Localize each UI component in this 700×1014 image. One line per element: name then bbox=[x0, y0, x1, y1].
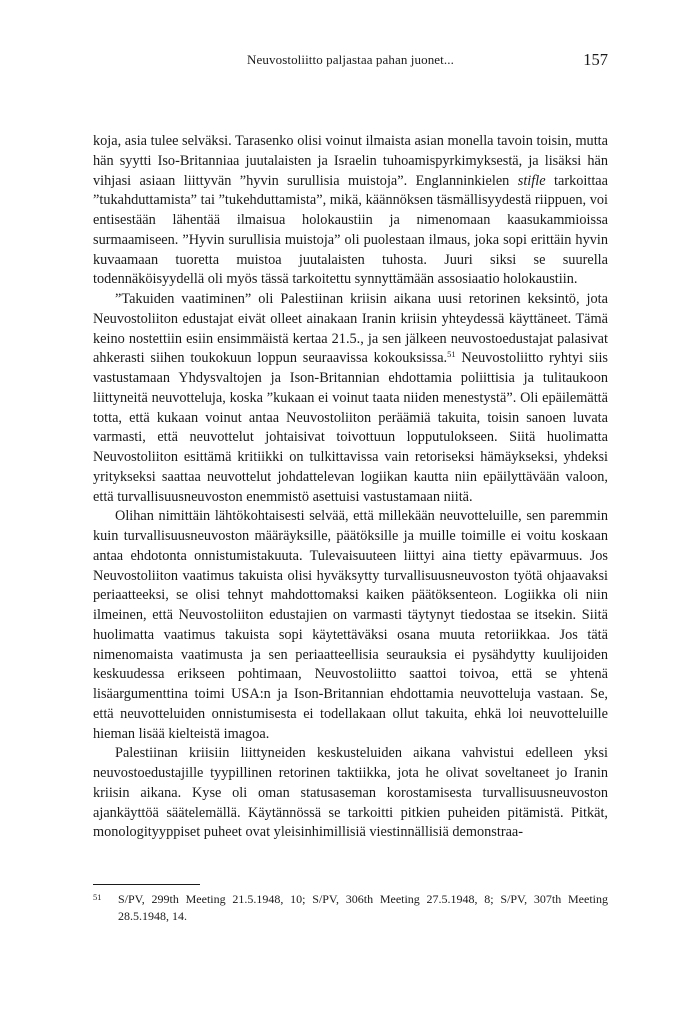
footnote-text: S/PV, 299th Meeting 21.5.1948, 10; S/PV, 306th Meeting 27.5.1948, 8; S/PV, 307th Meeting 28.5.1948, 14. bbox=[118, 892, 608, 923]
running-head bbox=[93, 50, 608, 76]
footnote-number: 51 bbox=[93, 892, 102, 902]
paragraph-4: Palestiinan kriisiin liittyneiden keskusteluiden aikana vahvistui edelleen yksi neuvostoedustajille tyypillinen retorinen taktiikka, jota he olivat soveltaneet jo Iranin kriisin aikana. Kyse oli oman statusaseman korostamisesta turvallisuusneuvoston ajankäyttöä säätelemällä. Käytännössä se tarkoitti pitkien puheiden pitämistä. Pitkät, monologityyppiset puheet ovat yleisinhimillisiä viestinnällisiä demonstraa- bbox=[93, 745, 608, 841]
paragraph-2: ”Takuiden vaatiminen” oli Palestiinan kriisin aikana uusi retorinen keksintö, jota Neuvostoliiton edustajat eivät olleet ainakaan Iranin kriisin yhteydessä käyttäneet. Tämä keino nostettiin esiin ensimmäistä kertaa 21.5., ja sen jälkeen neuvostoedustajat palasivat ahkerasti siihen toukokuun loppun seuraavissa kokouksissa.$^{51}$ Neuvostoliitto ryhtyi siis vastustamaan Yhdysvaltojen ja Ison-Britannian ehdottamia poliittisia ja tulitaukoon liittyneitä neuvotteluja, koska ”kukaan ei voinut taata niiden menestystä”. Oli epäilemättä totta, että kukaan voinut antaa Neuvostoliiton peräämiä takuita, toisin sanoen luvata varmasti, että neuvottelut johtaisivat toivottuun lopputulokseen. Siitä huolimatta Neuvostoliiton esittämä kritiikki on tulkittavissa vain retoriseksi hämäykseksi, yhdeksi yritykseksi saattaa neuvottelut johdattelevan logiikan kautta niin epäilyttävään valoon, että turvallisuusneuvoston enemmistö asettuisi vastustamaan niitä. bbox=[93, 291, 609, 505]
running-title: Neuvostoliitto paljastaa pahan juonet... bbox=[247, 52, 454, 67]
footnotes bbox=[93, 891, 608, 925]
italic-term: stifle bbox=[517, 172, 546, 189]
body-text bbox=[93, 132, 608, 843]
footnote-reference[interactable]: 51 bbox=[447, 349, 456, 360]
paragraph-1: koja, asia tulee selväksi. Tarasenko olisi voinut ilmaista asian monella tavoin toisin, mutta hän syytti Iso-Britanniaa juutalaisten ja Israelin tuhoamispyrkimyksestä, ja lisäksi hän vihjasi asiaan liittyvän ”hyvin surullisia muistoja”. Englanninkielen stifle tarkoittaa ”tukahduttamista” tai ”tukehduttamista”, mikä, käännöksen täsmällisyydestä riippuen, voi entisestään lähentää ilmaisua holokaustiin ja nimenomaan kaasukammioissa surmaamiseen. ”Hyvin surullisia muistoja” oli puolestaan ilmaus, joka sopi erittäin hyvin kuvaamaan tuoretta muistoa juutalaisten tuhosta. Juuri siksi se suurella todennäköisyydellä oli myös tässä tarkoitettu synnyttämään assosiaatio holokaustiin. bbox=[93, 133, 608, 288]
paragraph-3: Olihan nimittäin lähtökohtaisesti selvää, että millekään neuvotteluille, sen paremmin kuin turvallisuusneuvoston määräyksille, päätöksille ja muille toimille ei voitu koskaan antaa ehdotonta onnistumistakuuta. Tulevaisuuteen liittyi aina tietty epävarmuus. Jos Neuvostoliiton vaatimus takuista olisi hyväksytty turvallisuusneuvoston työtä ohjaavaksi periaatteeksi, se olisi tehnyt mahdottomaksi kaiken päätöksenteon. Logiikka oli niin ilmeinen, että Neuvostoliiton edustajien on varmasti täytynyt tiedostaa se itsekin. Siitä huolimatta vaatimus takuista sopi käytettäväksi osana muuta retoriikkaa. Jos tätä nimenomaista vaatimusta ja sen periaatteellisia seurauksia ei pysähdytty kuulijoiden keskuudessa erikseen pohtimaan, Neuvostoliitto saattoi toivoa, että se yhtenä lisäargumenttina toimi USA:n ja Ison-Britannian ehdottamia neuvotteluja vastaan. Se, että neuvotteluiden onnistumisesta ei todellakaan ollut takuita, ehkä loi neuvotteluille hieman lisää kielteistä imagoa. bbox=[93, 508, 608, 742]
footnote bbox=[93, 891, 608, 925]
page-number: 157 bbox=[583, 50, 608, 69]
footnote-divider bbox=[93, 884, 200, 885]
